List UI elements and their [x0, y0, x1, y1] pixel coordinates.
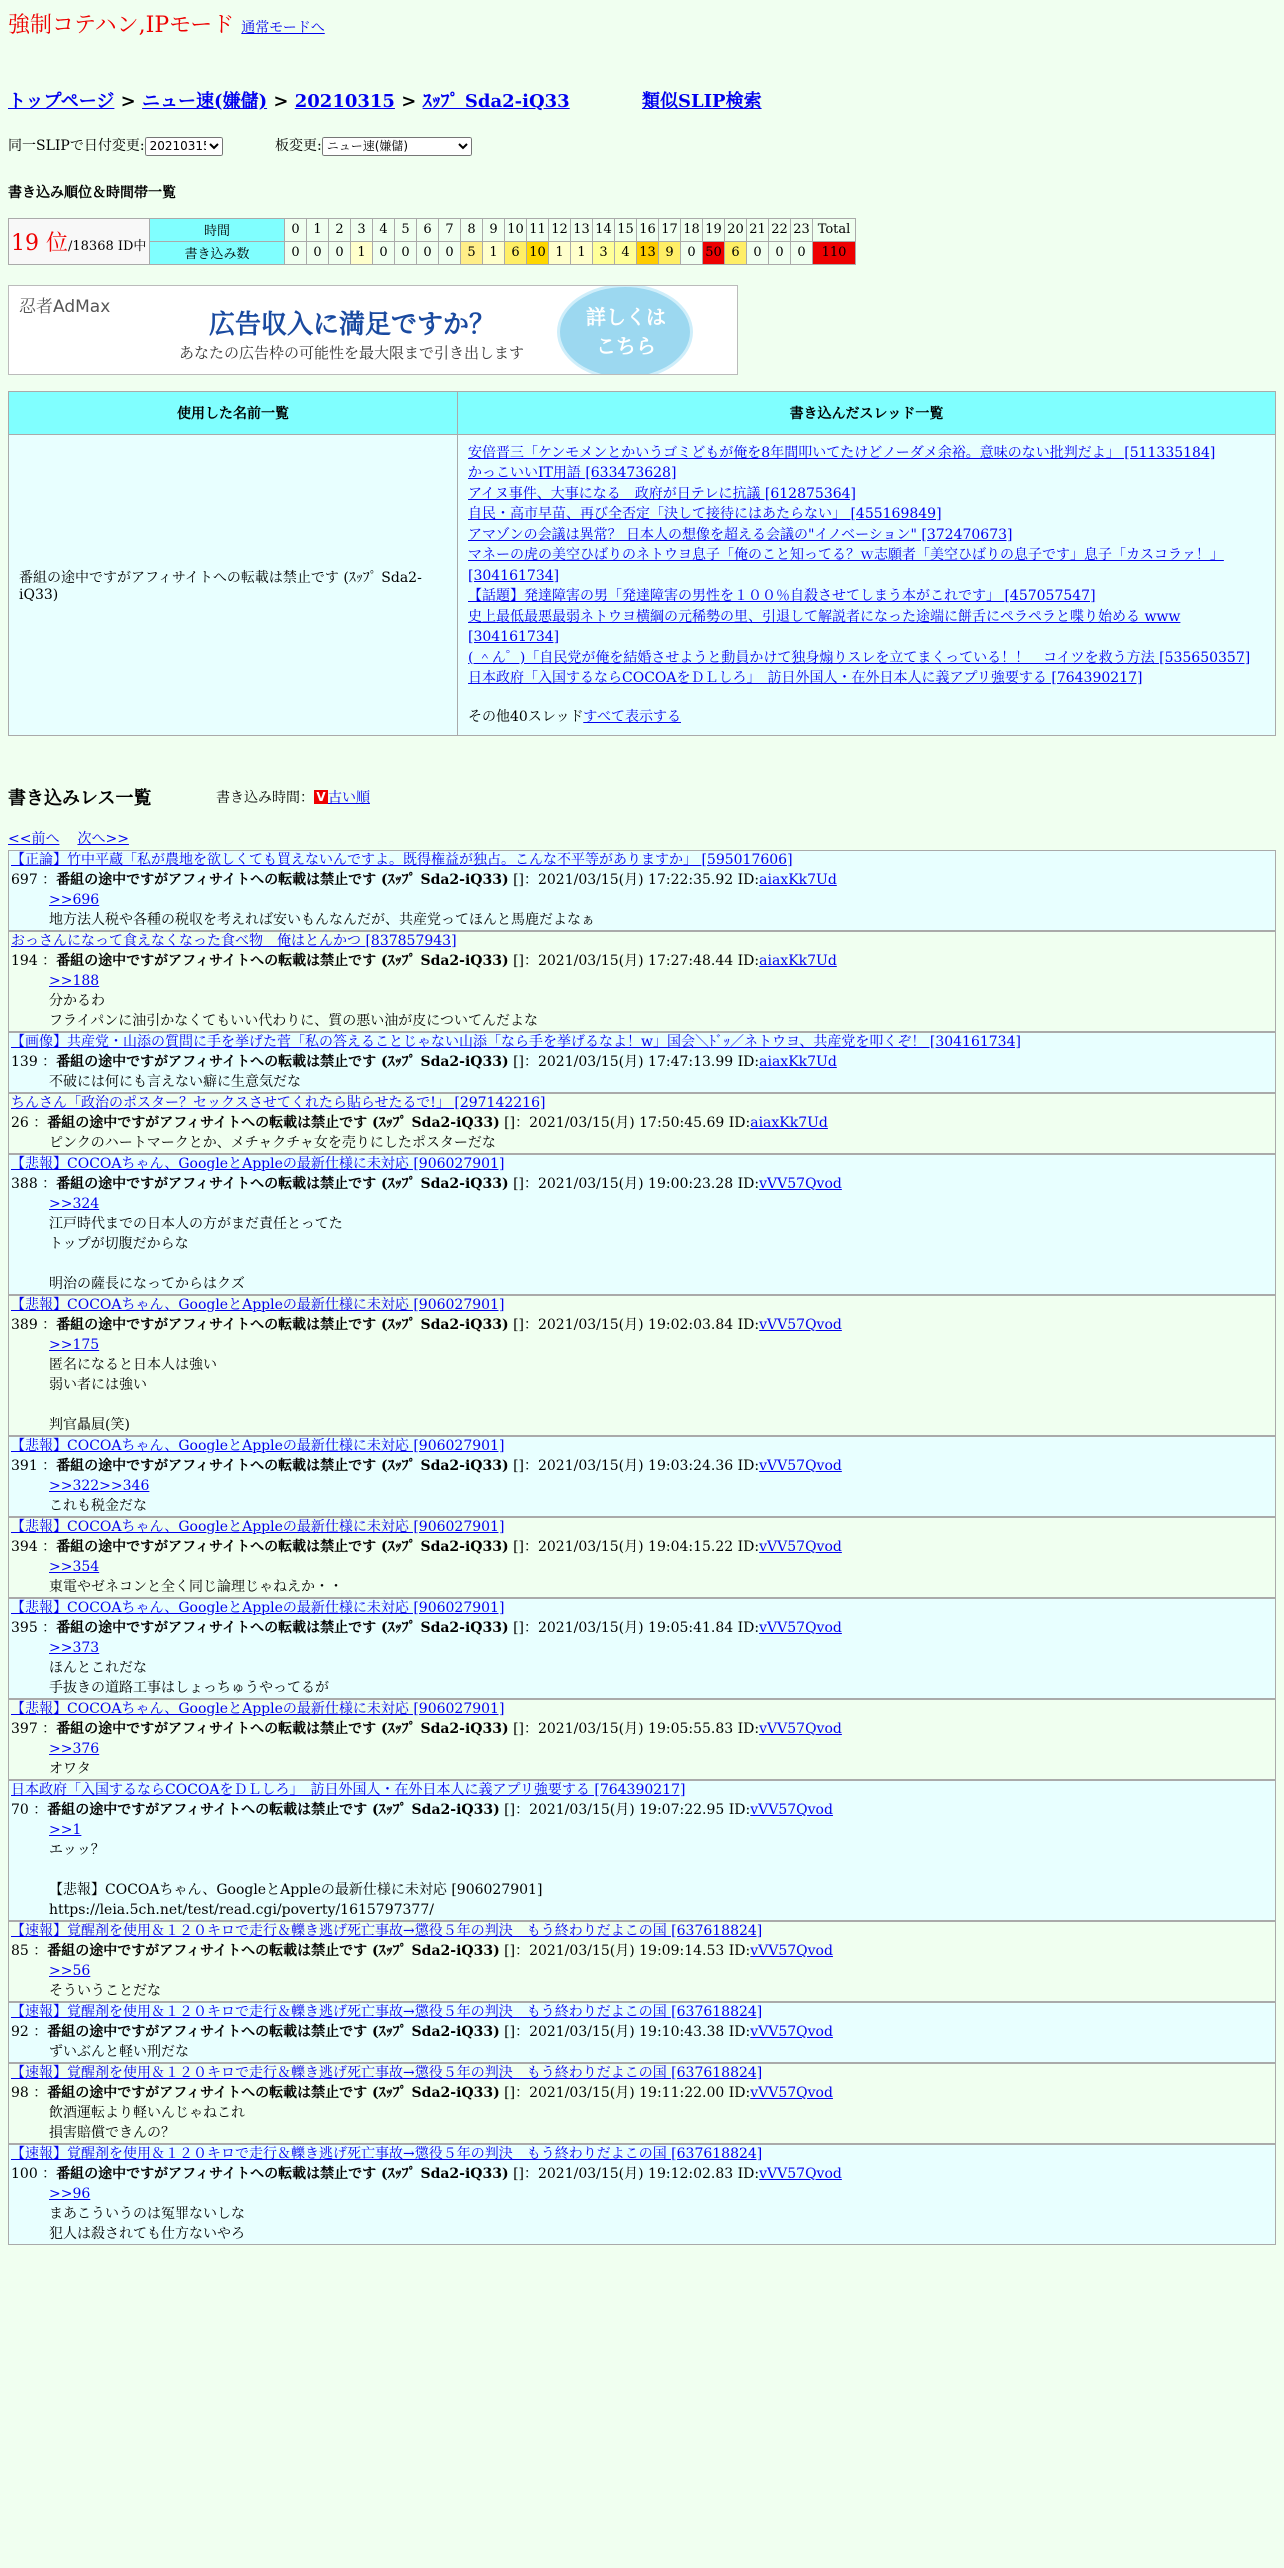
post-thread-link[interactable]: 【悲報】COCOAちゃん、GoogleとAppleの最新仕様に未対応 [906027901] — [11, 1297, 505, 1313]
post-meta: []：2021/03/15(月) 19:10:43.38 ID: — [504, 2024, 751, 2040]
post-header: 85 ：番組の途中ですがアフィサイトへの転載は禁止です (ｽｯﾌﾟ Sda2-iQ33) []：2021/03/15(月) 19:09:14.53 ID:vVV57Qvod — [11, 1943, 833, 1959]
post-line: 東電やゼネコンと全く同じ論理じゃねえか・・ — [49, 1579, 343, 1595]
hour-cell: 3 — [351, 218, 373, 241]
post-meta: []：2021/03/15(月) 19:09:14.53 ID: — [504, 1943, 751, 1959]
board-change-label: 板変更: — [275, 138, 322, 154]
hour-cell: 2 — [329, 218, 351, 241]
count-cell: 0 — [747, 241, 769, 264]
post-thread — [9, 2064, 1275, 2083]
ad-details-button[interactable] — [557, 285, 693, 375]
post-thread-link[interactable]: ちんさん「政治のポスター？セックスさせてくれたら貼らせたるで!」 [297142216] — [11, 1095, 546, 1111]
hour-cell: 8 — [461, 218, 483, 241]
count-cell: 0 — [439, 241, 461, 264]
post-line: 手抜きの道路工事はしょっちゅうやってるが — [49, 1680, 329, 1696]
post-thread — [9, 1599, 1275, 1618]
hour-cell: 22 — [769, 218, 791, 241]
post-body — [9, 971, 1275, 1031]
post-body — [9, 2042, 1275, 2062]
post-thread-link[interactable]: 【速報】覚醒剤を使用＆１２０キロで走行＆轢き逃げ死亡事故→懲役５年の判決 もう終わりだよこの国 [637618824] — [11, 2065, 763, 2081]
time-label: 時間 — [150, 218, 285, 241]
count-cell: 0 — [307, 241, 329, 264]
post-author: 番組の途中ですがアフィサイトへの転載は禁止です (ｽｯﾌﾟ Sda2-iQ33) — [47, 1802, 500, 1818]
hour-cell: 11 — [527, 218, 549, 241]
post-thread — [9, 932, 1275, 951]
post-number: 100 — [11, 2166, 38, 2182]
post — [8, 1032, 1276, 1093]
rank-number: 19 位 — [11, 230, 68, 256]
post-body — [9, 1557, 1275, 1597]
post — [8, 2063, 1276, 2144]
hour-cell: 15 — [615, 218, 637, 241]
post-thread-link[interactable]: 【正論】竹中平蔵「私が農地を欲しくても買えないんですよ。既得権益が独占。こんな不平等がありますか」 [595017606] — [11, 852, 793, 868]
post-list-header — [8, 784, 1276, 810]
post-meta: []：2021/03/15(月) 17:50:45.69 ID: — [504, 1115, 751, 1131]
post-header: 70 ：番組の途中ですがアフィサイトへの転載は禁止です (ｽｯﾌﾟ Sda2-iQ33) []：2021/03/15(月) 19:07:22.95 ID:vVV57Qvod — [11, 1802, 833, 1818]
post-thread — [9, 1518, 1275, 1537]
count-cell: 1 — [549, 241, 571, 264]
post-body — [9, 2103, 1275, 2143]
post-header: 26 ：番組の途中ですがアフィサイトへの転載は禁止です (ｽｯﾌﾟ Sda2-iQ33) []：2021/03/15(月) 17:50:45.69 ID:aiaxKk7Ud — [11, 1115, 828, 1131]
prev-page-link[interactable]: <<前へ — [8, 831, 60, 847]
post-meta: []：2021/03/15(月) 19:05:41.84 ID: — [513, 1620, 760, 1636]
ad-banner[interactable] — [8, 285, 738, 375]
post-header: 389 ：番組の途中ですがアフィサイトへの転載は禁止です (ｽｯﾌﾟ Sda2-iQ33) []：2021/03/15(月) 19:02:03.84 ID:vVV57Qvod — [11, 1317, 842, 1333]
post-body — [9, 890, 1275, 930]
page-title — [8, 8, 1276, 39]
thread-link[interactable]: 史上最低最悪最弱ネトウヨ横綱の元稀勢の里、引退して解説者になった途端に餅舌にペラペラと喋り始める www [304161734] — [468, 608, 1181, 645]
reply-anchor-link[interactable]: >>1 — [49, 1822, 82, 1838]
post-meta: []：2021/03/15(月) 19:07:22.95 ID: — [504, 1802, 751, 1818]
hour-cell: 16 — [637, 218, 659, 241]
post-number: 395 — [11, 1620, 38, 1636]
post-thread — [9, 1155, 1275, 1174]
post-list-title: 書き込みレス一覧 — [8, 788, 152, 809]
post-body — [9, 1820, 1275, 1920]
post-thread-link[interactable]: 【悲報】COCOAちゃん、GoogleとAppleの最新仕様に未対応 [906027901] — [11, 1156, 505, 1172]
count-cell: 0 — [417, 241, 439, 264]
post-blank-line — [49, 1395, 1275, 1415]
post-line: まあこういうのは冤罪ないしな — [49, 2206, 245, 2222]
used-name: 番組の途中ですがアフィサイトへの転載は禁止です (ｽｯﾌﾟ Sda2-iQ33) — [9, 434, 458, 736]
post-body — [9, 1739, 1275, 1779]
stats-section-title: 書き込み順位＆時間帯一覧 — [8, 184, 176, 201]
post-meta: []：2021/03/15(月) 19:00:23.28 ID: — [513, 1176, 760, 1192]
post-blank-line — [49, 1860, 1275, 1880]
post-id-link[interactable]: vVV57Qvod — [759, 1458, 842, 1474]
post — [8, 1921, 1276, 2002]
post-line: 地方法人税や各種の税収を考えれば安いもんなんだが、共産党ってほんと馬鹿だよなぁ — [49, 912, 595, 928]
count-cell: 0 — [373, 241, 395, 264]
post-id-link[interactable]: aiaxKk7Ud — [750, 1115, 828, 1131]
post-id-link[interactable]: vVV57Qvod — [759, 1721, 842, 1737]
post-id-link[interactable]: aiaxKk7Ud — [759, 872, 837, 888]
thread-list — [458, 434, 1276, 736]
hour-cell: 1 — [307, 218, 329, 241]
post-number: 26 — [11, 1115, 29, 1131]
breadcrumb-sep: > — [120, 91, 136, 112]
reply-anchor-link[interactable]: >>354 — [49, 1559, 100, 1575]
post-author: 番組の途中ですがアフィサイトへの転載は禁止です (ｽｯﾌﾟ Sda2-iQ33) — [56, 1539, 509, 1555]
post-body — [9, 1961, 1275, 2001]
board-select[interactable] — [322, 137, 472, 156]
count-cell: 1 — [571, 241, 593, 264]
rank-of: /18368 ID中 — [68, 238, 147, 254]
count-cell: 1 — [351, 241, 373, 264]
total-count: 110 — [813, 241, 856, 264]
post-id-link[interactable]: vVV57Qvod — [759, 1620, 842, 1636]
post-thread — [9, 1922, 1275, 1941]
post — [8, 1517, 1276, 1598]
post — [8, 1436, 1276, 1517]
total-label: Total — [813, 218, 856, 241]
sort-oldest-link[interactable]: 古い順 — [328, 790, 370, 806]
reply-anchor-link[interactable]: >>175 — [49, 1337, 100, 1353]
reply-anchor-link[interactable]: >>188 — [49, 973, 100, 989]
post-thread — [9, 1781, 1275, 1800]
thread-link[interactable]: マネーの虎の美空ひばりのネトウヨ息子「俺のこと知ってる？ｗ志願者「美空ひばりの息子です」息子「カスコラァ！」 [304161734] — [468, 547, 1224, 584]
post-line: 飲酒運転より軽いんじゃねこれ — [49, 2105, 245, 2121]
hour-cell: 23 — [791, 218, 813, 241]
post-id-link[interactable]: vVV57Qvod — [750, 1802, 833, 1818]
post-list — [8, 850, 1276, 2245]
threads-header: 書き込んだスレッド一覧 — [458, 391, 1276, 434]
post-id-link[interactable]: aiaxKk7Ud — [759, 953, 837, 969]
more-threads-count: その他40スレッド — [468, 708, 584, 725]
hour-cell: 4 — [373, 218, 395, 241]
post-thread-link[interactable]: 日本政府「入国するならCOCOAをＤＬしろ」 訪日外国人・在外日本人に義アプリ強要する [764390217] — [11, 1782, 686, 1798]
names-threads-table — [8, 391, 1276, 737]
count-cell: 50 — [703, 241, 725, 264]
post-meta: []：2021/03/15(月) 17:27:48.44 ID: — [513, 953, 760, 969]
breadcrumb-slip[interactable]: ｽｯﾌﾟ Sda2-iQ33 — [422, 91, 570, 112]
ad-subtext: あなたの広告枠の可能性を最大限まで引き出します — [179, 343, 525, 362]
thread-link[interactable]: かっこいいIT用語 [633473628] — [468, 465, 677, 481]
post-meta: []：2021/03/15(月) 17:22:35.92 ID: — [513, 872, 760, 888]
thread-link[interactable]: アマゾンの会議は異常？ 日本人の想像を超える会議の"イノベーション" [372470673] — [468, 526, 1013, 543]
ad-brand: 忍者AdMax — [19, 296, 111, 317]
post-number: 391 — [11, 1458, 38, 1474]
hour-cell: 6 — [417, 218, 439, 241]
show-all-link[interactable]: すべて表示する — [583, 708, 681, 725]
thread-link[interactable]: 【話題】発達障害の男「発達障害の男性を１００％自殺させてしまう本がこれです」 [457057547] — [468, 588, 1096, 604]
post-thread — [9, 1700, 1275, 1719]
post-meta: []：2021/03/15(月) 19:12:02.83 ID: — [513, 2166, 760, 2182]
post-author: 番組の途中ですがアフィサイトへの転載は禁止です (ｽｯﾌﾟ Sda2-iQ33) — [56, 1054, 509, 1070]
post-line: 犯人は殺されても仕方ないやろ — [49, 2226, 245, 2242]
post-id-link[interactable]: vVV57Qvod — [759, 2166, 842, 2182]
hour-cell: 5 — [395, 218, 417, 241]
post-meta: []：2021/03/15(月) 19:05:55.83 ID: — [513, 1721, 760, 1737]
post-header: 394 ：番組の途中ですがアフィサイトへの転載は禁止です (ｽｯﾌﾟ Sda2-iQ33) []：2021/03/15(月) 19:04:15.22 ID:vVV57Qvod — [11, 1539, 842, 1555]
count-cell: 0 — [769, 241, 791, 264]
post-id-link[interactable]: vVV57Qvod — [759, 1176, 842, 1192]
hour-cell: 18 — [681, 218, 703, 241]
post-header: 388 ：番組の途中ですがアフィサイトへの転載は禁止です (ｽｯﾌﾟ Sda2-iQ33) []：2021/03/15(月) 19:00:23.28 ID:vVV57Qvod — [11, 1176, 842, 1192]
post-line: 江戸時代までの日本人の方がまだ責任とってた — [49, 1216, 343, 1232]
post — [8, 1154, 1276, 1295]
post-number: 70 — [11, 1802, 29, 1818]
post-line: トップが切腹だからな — [49, 1236, 189, 1252]
names-header: 使用した名前一覧 — [9, 391, 458, 434]
normal-mode-link[interactable]: 通常モードへ — [241, 20, 325, 36]
hour-cell: 14 — [593, 218, 615, 241]
post-line: 判官贔屓(笑) — [49, 1417, 130, 1433]
post-line: オワタ — [49, 1761, 91, 1777]
thread-link[interactable]: 自民・高市早苗、再び全否定「決して接待にはあたらない」 [455169849] — [468, 506, 942, 522]
post-thread-link[interactable]: おっさんになって食えなくなった食べ物 俺はとんかつ [837857943] — [11, 933, 457, 949]
date-change-label: 同一SLIPで日付変更: — [8, 138, 145, 154]
breadcrumb-top[interactable]: トップページ — [8, 91, 115, 112]
post-line: 分かるわ — [49, 993, 105, 1009]
post-id-link[interactable]: vVV57Qvod — [750, 2024, 833, 2040]
post-author: 番組の途中ですがアフィサイトへの転載は禁止です (ｽｯﾌﾟ Sda2-iQ33) — [56, 1317, 509, 1333]
post-number: 394 — [11, 1539, 38, 1555]
post-thread-link[interactable]: 【悲報】COCOAちゃん、GoogleとAppleの最新仕様に未対応 [906027901] — [11, 1519, 505, 1535]
post-thread — [9, 2145, 1275, 2164]
count-cell: 0 — [285, 241, 307, 264]
post-author: 番組の途中ですがアフィサイトへの転載は禁止です (ｽｯﾌﾟ Sda2-iQ33) — [47, 2024, 500, 2040]
breadcrumb-board[interactable]: ニュー速(嫌儲) — [142, 91, 268, 112]
post-header: 100 ：番組の途中ですがアフィサイトへの転載は禁止です (ｽｯﾌﾟ Sda2-iQ33) []：2021/03/15(月) 19:12:02.83 ID:vVV57Qvod — [11, 2166, 842, 2182]
post-line: 匿名になると日本人は強い — [49, 1357, 217, 1373]
post-thread-link[interactable]: 【画像】共産党・山添の質問に手を挙げた菅「私の答えることじゃない山添「なら手を挙げるなよ！w」国会＼ﾄﾞｯ／ネトウヨ、共産党を叩くぞ！ [304161734] — [11, 1034, 1021, 1050]
breadcrumb-sep: > — [401, 91, 417, 112]
post-id-link[interactable]: aiaxKk7Ud — [759, 1054, 837, 1070]
more-threads — [468, 707, 1265, 728]
post-thread-link[interactable]: 【悲報】COCOAちゃん、GoogleとAppleの最新仕様に未対応 [906027901] — [11, 1600, 505, 1616]
ad-headline: 広告収入に満足ですか？ — [209, 309, 496, 340]
post-line: https://leia.5ch.net/test/read.cgi/poverty/1615797377/ — [49, 1902, 434, 1918]
hour-cell: 7 — [439, 218, 461, 241]
post-thread-link[interactable]: 【速報】覚醒剤を使用＆１２０キロで走行＆轢き逃げ死亡事故→懲役５年の判決 もう終わりだよこの国 [637618824] — [11, 2146, 763, 2162]
post-line: そういうことだな — [49, 1983, 161, 1999]
count-cell: 0 — [791, 241, 813, 264]
thread-link[interactable]: アイヌ事件、大事になる 政府が日テレに抗議 [612875364] — [468, 485, 856, 502]
hour-cell: 20 — [725, 218, 747, 241]
rank-cell — [9, 218, 150, 264]
breadcrumb-sep: > — [273, 91, 289, 112]
count-cell: 1 — [483, 241, 505, 264]
post — [8, 1093, 1276, 1154]
hour-cell: 9 — [483, 218, 505, 241]
reply-anchor-link[interactable]: >>376 — [49, 1741, 100, 1757]
post-blank-line — [49, 1254, 1275, 1274]
post-body — [9, 1194, 1275, 1294]
post-author: 番組の途中ですがアフィサイトへの転載は禁止です (ｽｯﾌﾟ Sda2-iQ33) — [56, 872, 509, 888]
post-thread — [9, 1094, 1275, 1113]
post-author: 番組の途中ですがアフィサイトへの転載は禁止です (ｽｯﾌﾟ Sda2-iQ33) — [56, 1176, 509, 1192]
count-cell: 6 — [725, 241, 747, 264]
count-cell: 0 — [329, 241, 351, 264]
hour-cell: 21 — [747, 218, 769, 241]
post-thread-link[interactable]: 【悲報】COCOAちゃん、GoogleとAppleの最新仕様に未対応 [906027901] — [11, 1438, 505, 1454]
reply-anchor-link[interactable]: >>324 — [49, 1196, 100, 1212]
post-author: 番組の途中ですがアフィサイトへの転載は禁止です (ｽｯﾌﾟ Sda2-iQ33) — [47, 1943, 500, 1959]
post-line: ピンクのハートマークとか、メチャクチャ女を売りにしたポスターだな — [49, 1135, 496, 1151]
hour-cell: 10 — [505, 218, 527, 241]
next-page-link[interactable]: 次へ>> — [77, 831, 129, 847]
hour-cell: 0 — [285, 218, 307, 241]
post-line: ずいぶんと軽い刑だな — [49, 2044, 189, 2060]
post-header: 139 ：番組の途中ですがアフィサイトへの転載は禁止です (ｽｯﾌﾟ Sda2-iQ33) []：2021/03/15(月) 17:47:13.99 ID:aiaxKk7Ud — [11, 1054, 837, 1070]
post-header: 92 ：番組の途中ですがアフィサイトへの転載は禁止です (ｽｯﾌﾟ Sda2-iQ33) []：2021/03/15(月) 19:10:43.38 ID:vVV57Qvod — [11, 2024, 833, 2040]
post-body — [9, 1072, 1275, 1092]
post-author: 番組の途中ですがアフィサイトへの転載は禁止です (ｽｯﾌﾟ Sda2-iQ33) — [47, 1115, 500, 1131]
post-line: ほんとこれだな — [49, 1660, 147, 1676]
post-line: これも税金だな — [49, 1498, 147, 1514]
post-author: 番組の途中ですがアフィサイトへの転載は禁止です (ｽｯﾌﾟ Sda2-iQ33) — [47, 2085, 500, 2101]
thread-link[interactable]: 安倍晋三「ケンモメンとかいうゴミどもが俺を8年間叩いてたけどノーダメ余裕。意味のない批判だよ」 [511335184] — [468, 444, 1216, 461]
post-thread-link[interactable]: 【速報】覚醒剤を使用＆１２０キロで走行＆轢き逃げ死亡事故→懲役５年の判決 もう終わりだよこの国 [637618824] — [11, 1923, 763, 1939]
post-number: 194 — [11, 953, 38, 969]
post — [8, 1295, 1276, 1436]
post-author: 番組の途中ですがアフィサイトへの転載は禁止です (ｽｯﾌﾟ Sda2-iQ33) — [56, 1721, 509, 1737]
post-author: 番組の途中ですがアフィサイトへの転載は禁止です (ｽｯﾌﾟ Sda2-iQ33) — [56, 2166, 509, 2182]
date-select[interactable] — [145, 137, 223, 156]
post-author: 番組の途中ですがアフィサイトへの転載は禁止です (ｽｯﾌﾟ Sda2-iQ33) — [56, 1620, 509, 1636]
count-cell: 3 — [593, 241, 615, 264]
post-header: 391 ：番組の途中ですがアフィサイトへの転載は禁止です (ｽｯﾌﾟ Sda2-iQ33) []：2021/03/15(月) 19:03:24.36 ID:vVV57Qvod — [11, 1458, 842, 1474]
post-number: 397 — [11, 1721, 38, 1737]
count-cell: 5 — [461, 241, 483, 264]
post-body — [9, 1335, 1275, 1435]
hourly-stats-table — [8, 218, 856, 265]
count-cell: 4 — [615, 241, 637, 264]
post-header: 194 ：番組の途中ですがアフィサイトへの転載は禁止です (ｽｯﾌﾟ Sda2-iQ33) []：2021/03/15(月) 17:27:48.44 ID:aiaxKk7Ud — [11, 953, 837, 969]
post-number: 697 — [11, 872, 38, 888]
post-thread — [9, 1033, 1275, 1052]
breadcrumb-date[interactable]: 20210315 — [294, 91, 395, 112]
count-cell: 10 — [527, 241, 549, 264]
post — [8, 2002, 1276, 2063]
count-cell: 6 — [505, 241, 527, 264]
reply-anchor-link[interactable]: >>322>>346 — [49, 1478, 150, 1494]
count-cell: 9 — [659, 241, 681, 264]
post-id-link[interactable]: vVV57Qvod — [759, 1317, 842, 1333]
post — [8, 931, 1276, 1032]
post-meta: []：2021/03/15(月) 17:47:13.99 ID: — [513, 1054, 760, 1070]
similar-slip-search-link[interactable]: 類似SLIP検索 — [641, 91, 762, 112]
hour-cell: 13 — [571, 218, 593, 241]
post-number: 98 — [11, 2085, 29, 2101]
post — [8, 1780, 1276, 1921]
thread-link[interactable]: ( ＾ん゜)「自民党が俺を結婚させようと動員かけて独身煽りスレを立てまくっている！！ コイツを救う方法 [535650357] — [468, 649, 1251, 666]
post-number: 139 — [11, 1054, 38, 1070]
hour-cell: 19 — [703, 218, 725, 241]
post-thread-link[interactable]: 【速報】覚醒剤を使用＆１２０キロで走行＆轢き逃げ死亡事故→懲役５年の判決 もう終わりだよこの国 [637618824] — [11, 2004, 763, 2020]
post — [8, 2144, 1276, 2245]
post-line: フライパンに油引かなくてもいい代わりに、質の悪い油が皮についてんだよな — [49, 1013, 539, 1029]
post — [8, 1598, 1276, 1699]
post-header: 697 ：番組の途中ですがアフィサイトへの転載は禁止です (ｽｯﾌﾟ Sda2-iQ33) []：2021/03/15(月) 17:22:35.92 ID:aiaxKk7Ud — [11, 872, 837, 888]
pager — [8, 828, 1276, 848]
reply-anchor-link[interactable]: >>696 — [49, 892, 100, 908]
post-thread — [9, 1296, 1275, 1315]
post-header: 395 ：番組の途中ですがアフィサイトへの転載は禁止です (ｽｯﾌﾟ Sda2-iQ33) []：2021/03/15(月) 19:05:41.84 ID:vVV57Qvod — [11, 1620, 842, 1636]
post-meta: []：2021/03/15(月) 19:02:03.84 ID: — [513, 1317, 760, 1333]
post-line: 明治の薩長になってからはクズ — [49, 1276, 245, 1292]
post-id-link[interactable]: vVV57Qvod — [750, 1943, 833, 1959]
post-header: 98 ：番組の途中ですがアフィサイトへの転載は禁止です (ｽｯﾌﾟ Sda2-iQ33) []：2021/03/15(月) 19:11:22.00 ID:vVV57Qvod — [11, 2085, 833, 2101]
post-number: 388 — [11, 1176, 38, 1192]
post-line: 【悲報】COCOAちゃん、GoogleとAppleの最新仕様に未対応 [906027901] — [49, 1882, 543, 1898]
mode-title: 強制コテハン,IPモード — [8, 13, 235, 38]
post-thread — [9, 2003, 1275, 2022]
post-author: 番組の途中ですがアフィサイトへの転載は禁止です (ｽｯﾌﾟ Sda2-iQ33) — [56, 1458, 509, 1474]
post-line: 損害賠償できんの？ — [49, 2125, 175, 2141]
post-body — [9, 1638, 1275, 1698]
count-cell: 0 — [395, 241, 417, 264]
selectors — [8, 135, 1276, 156]
post — [8, 1699, 1276, 1780]
count-cell: 0 — [681, 241, 703, 264]
post-id-link[interactable]: vVV57Qvod — [759, 1539, 842, 1555]
post-thread — [9, 851, 1275, 870]
reply-anchor-link[interactable]: >>56 — [49, 1963, 91, 1979]
hour-cell: 17 — [659, 218, 681, 241]
post-time-label: 書き込み時間： — [216, 790, 314, 806]
post-id-link[interactable]: vVV57Qvod — [750, 2085, 833, 2101]
post — [8, 850, 1276, 931]
post-author: 番組の途中ですがアフィサイトへの転載は禁止です (ｽｯﾌﾟ Sda2-iQ33) — [56, 953, 509, 969]
post-meta: []：2021/03/15(月) 19:11:22.00 ID: — [504, 2085, 751, 2101]
post-line: 不破には何にも言えない癖に生意気だな — [49, 1074, 301, 1090]
post-number: 389 — [11, 1317, 38, 1333]
thread-link[interactable]: 日本政府「入国するならCOCOAをＤＬしろ」 訪日外国人・在外日本人に義アプリ強要する [764390217] — [468, 670, 1143, 686]
hour-cell: 12 — [549, 218, 571, 241]
post-line: エッッ？ — [49, 1842, 105, 1858]
post-body — [9, 1476, 1275, 1516]
sort-icon: V — [314, 790, 328, 804]
post-body — [9, 1133, 1275, 1153]
post-number: 92 — [11, 2024, 29, 2040]
reply-anchor-link[interactable]: >>373 — [49, 1640, 100, 1656]
reply-anchor-link[interactable]: >>96 — [49, 2186, 91, 2202]
post-meta: []：2021/03/15(月) 19:04:15.22 ID: — [513, 1539, 760, 1555]
post-line: 弱い者には強い — [49, 1377, 147, 1393]
post-number: 85 — [11, 1943, 29, 1959]
ad-details-label: 詳しくは こちら — [586, 304, 666, 358]
post-thread-link[interactable]: 【悲報】COCOAちゃん、GoogleとAppleの最新仕様に未対応 [906027901] — [11, 1701, 505, 1717]
post-thread — [9, 1437, 1275, 1456]
count-cell: 13 — [637, 241, 659, 264]
post-header: 397 ：番組の途中ですがアフィサイトへの転載は禁止です (ｽｯﾌﾟ Sda2-iQ33) []：2021/03/15(月) 19:05:55.83 ID:vVV57Qvod — [11, 1721, 842, 1737]
count-label: 書き込み数 — [150, 241, 285, 264]
post-meta: []：2021/03/15(月) 19:03:24.36 ID: — [513, 1458, 760, 1474]
post-body — [9, 2184, 1275, 2244]
breadcrumb — [8, 87, 1276, 113]
